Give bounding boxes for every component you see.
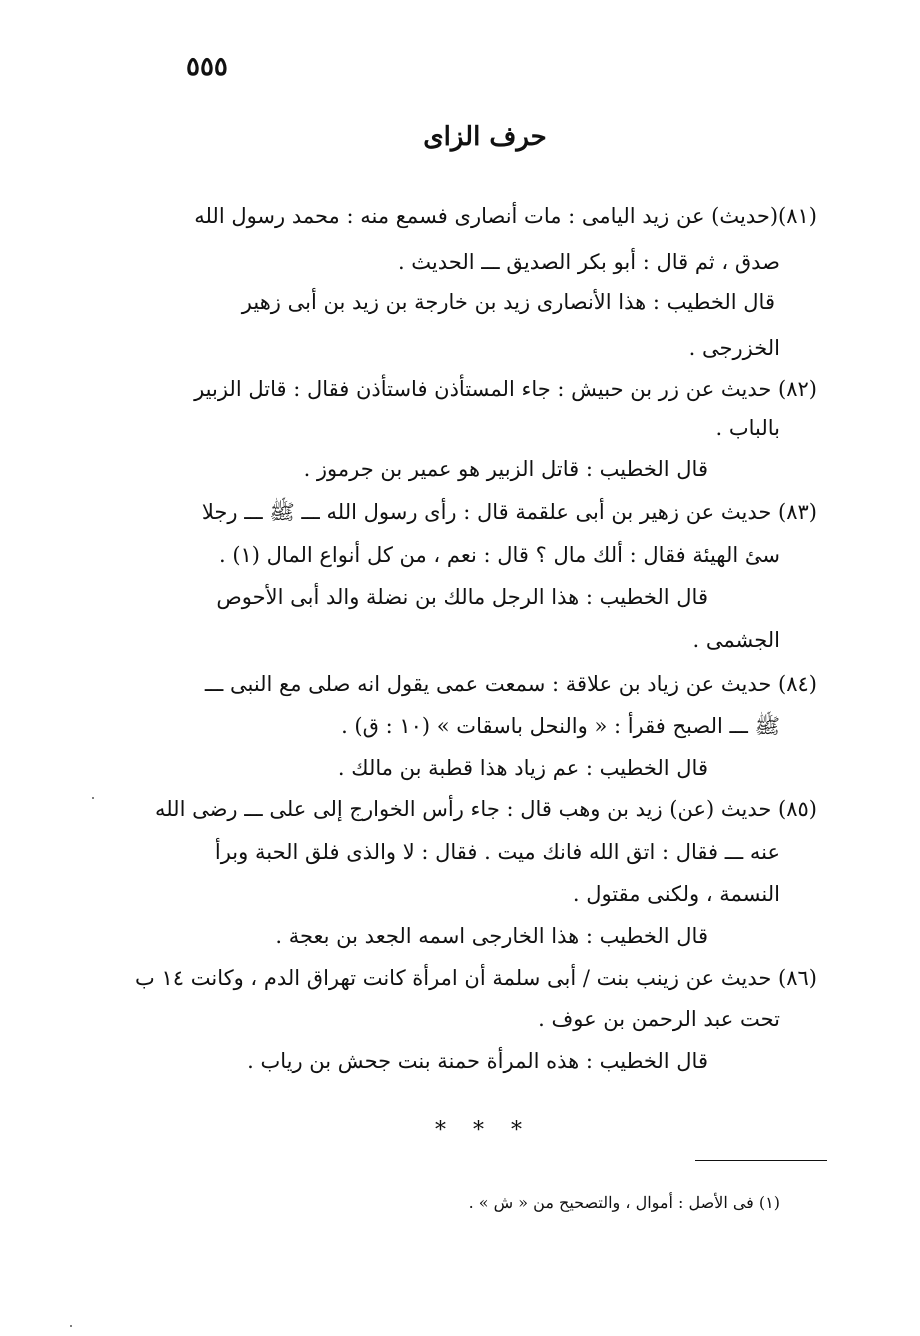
text-line: (٨٦) حديث عن زينب بنت / أبى سلمة أن امرأة كانت تهراق الدم ، وكانت ١٤ ب [135,966,817,990]
section-separator: * * * [435,1118,532,1143]
text-line: صدق ، ثم قال : أبو بكر الصديق ـــ الحديث . [397,250,780,274]
text-line: قال الخطيب : هذه المرأة حمنة بنت جحش بن رياب . [247,1049,708,1073]
text-line: قال الخطيب : هذا الأنصارى زيد بن خارجة بن زيد بن أبى زهير [241,290,775,314]
text-line: قال الخطيب : هذا الرجل مالك بن نضلة والد أبى الأحوص [216,585,708,609]
text-line: (٨١)(حديث) عن زيد اليامى : مات أنصارى فسمع منه : محمد رسول الله [194,204,817,228]
footnote: (١) فى الأصل : أموال ، والتصحيح من « ش » . [468,1193,780,1212]
text-line: قال الخطيب : عم زياد هذا قطبة بن مالك . [337,756,708,780]
text-line: (٨٢) حديث عن زر بن حبيش : جاء المستأذن فاستأذن فقال : قاتل الزبير [194,377,817,401]
footnote-divider [695,1160,827,1161]
text-line: عنه ـــ فقال : اتق الله فانك ميت . فقال : لا والذى فلق الحبة وبرأ [214,840,780,864]
text-line: ﷺ ـــ الصبح فقرأ : « والنحل باسقات » (١٠ : ق) . [341,714,780,738]
text-line: الخزرجى . [688,336,780,360]
scan-speck [92,797,94,799]
section-heading: حرف الزاى [423,122,547,152]
page-number: ٥٥٥ [186,52,228,82]
text-line: سئ الهيئة فقال : ألك مال ؟ قال : نعم ، من كل أنواع المال (١) . [218,543,780,567]
text-line: بالباب . [715,416,780,440]
text-line: تحت عبد الرحمن بن عوف . [538,1007,780,1031]
text-line: (٨٥) حديث (عن) زيد بن وهب قال : جاء رأس الخوارج إلى على ـــ رضى الله [154,797,817,821]
text-line: (٨٤) حديث عن زياد بن علاقة : سمعت عمى يقول انه صلى مع النبى ـــ [204,672,817,696]
text-line: الجشمى . [692,628,780,652]
text-line: قال الخطيب : هذا الخارجى اسمه الجعد بن بعجة . [275,924,708,948]
scan-speck [70,1325,72,1327]
text-line: (٨٣) حديث عن زهير بن أبى علقمة قال : رأى رسول الله ـــ ﷺ ـــ رجلا [201,500,817,524]
text-line: قال الخطيب : قاتل الزبير هو عمير بن جرموز . [303,457,708,481]
text-line: النسمة ، ولكنى مقتول . [572,882,780,906]
